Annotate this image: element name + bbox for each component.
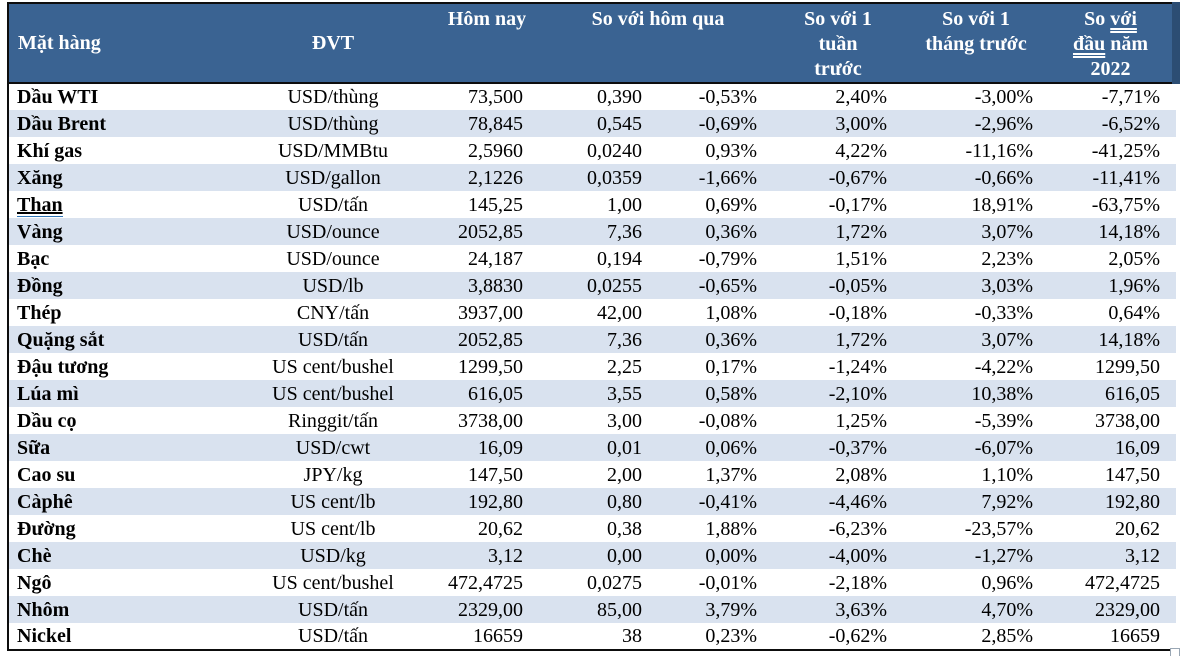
cell-today: 145,25 [468, 193, 523, 216]
cell-change-abs: 0,194 [597, 247, 642, 270]
cell-pct-vs-year: 472,4725 [1085, 571, 1161, 594]
cell-commodity [8, 542, 235, 569]
cell-today: 3,8830 [468, 274, 523, 297]
cell-change-abs: 3,55 [607, 382, 642, 405]
cell-today: 20,62 [478, 517, 523, 540]
table-row [8, 407, 1176, 434]
cell-pct-vs-yesterday: 0,36% [705, 220, 758, 243]
commodity-name: Đậu tương [17, 355, 109, 378]
cell-today: 16,09 [478, 436, 523, 459]
cell-change-abs: 38 [622, 625, 642, 647]
cell-pct-vs-yesterday: 0,36% [705, 328, 758, 351]
cell-pct-vs-week: -6,23% [828, 517, 888, 540]
table-row [8, 110, 1176, 137]
cell-change-abs: 0,0240 [587, 139, 642, 162]
cell-commodity [8, 569, 235, 596]
cell-pct-vs-year: 14,18% [1098, 328, 1161, 351]
cell-pct-vs-week: 1,51% [835, 247, 888, 270]
commodity-name: Nhôm [17, 598, 70, 621]
cell-pct-vs-month: 0,96% [981, 571, 1034, 594]
cell-change-abs: 2,25 [607, 355, 642, 378]
cell-pct-vs-yesterday: 3,79% [705, 598, 758, 621]
table-row [8, 299, 1176, 326]
cell-pct-vs-month: -23,57% [964, 517, 1034, 540]
cell-commodity [8, 218, 235, 245]
cell-pct-vs-yesterday: 0,23% [705, 625, 758, 647]
cell-today: 192,80 [468, 490, 523, 513]
cell-change-abs: 0,01 [607, 436, 642, 459]
cell-pct-vs-yesterday: -0,65% [698, 274, 758, 297]
cell-today: 2,5960 [468, 139, 523, 162]
table-row [8, 515, 1176, 542]
cell-pct-vs-yesterday: 0,17% [705, 355, 758, 378]
col-header-vs-year [1049, 3, 1176, 83]
commodity-price-table [7, 2, 1180, 651]
cell-pct-vs-week: -4,00% [828, 544, 888, 567]
cell-pct-vs-week: 3,00% [835, 112, 888, 135]
table-row [8, 83, 1176, 110]
commodity-name: Đồng [17, 274, 63, 297]
cell-pct-vs-week: -0,37% [828, 436, 888, 459]
cell-pct-vs-yesterday: 0,00% [705, 544, 758, 567]
cell-pct-vs-week: 4,22% [835, 139, 888, 162]
cell-pct-vs-year: 3,12 [1125, 544, 1161, 567]
cell-pct-vs-week: -0,17% [828, 193, 888, 216]
cell-today: 147,50 [468, 463, 523, 486]
cell-pct-vs-week: 2,40% [835, 86, 888, 108]
cell-commodity [8, 83, 235, 110]
cell-pct-vs-month: -6,07% [974, 436, 1034, 459]
cell-commodity [8, 488, 235, 515]
commodity-name: Dầu cọ [17, 409, 77, 432]
cell-commodity [8, 380, 235, 407]
cell-commodity [8, 407, 235, 434]
cell-commodity [8, 353, 235, 380]
table-row [8, 461, 1176, 488]
commodity-name: Ngô [17, 571, 52, 594]
cell-unit: USD/MMBtu [277, 139, 389, 162]
cell-commodity [8, 164, 235, 191]
cell-pct-vs-year: 1,96% [1108, 274, 1161, 297]
cell-pct-vs-yesterday: -0,79% [698, 247, 758, 270]
cell-change-abs: 42,00 [597, 301, 642, 324]
table-row [8, 569, 1176, 596]
commodity-name: Than [17, 194, 63, 219]
col-header-vs-week-label: So với 1 tuần trước [804, 8, 872, 80]
commodity-name: Chè [17, 544, 52, 567]
cell-commodity [8, 245, 235, 272]
cell-today: 472,4725 [448, 571, 523, 594]
cell-commodity [8, 272, 235, 299]
cell-change-abs: 0,0255 [587, 274, 642, 297]
table-row [8, 380, 1176, 407]
cell-pct-vs-yesterday: 0,58% [705, 382, 758, 405]
cell-pct-vs-month: -0,33% [974, 301, 1034, 324]
cell-unit: USD/thùng [287, 112, 379, 135]
cell-pct-vs-month: -1,27% [974, 544, 1034, 567]
cell-pct-vs-month: 3,07% [981, 220, 1034, 243]
cell-today: 616,05 [468, 382, 523, 405]
table-row [8, 542, 1176, 569]
table-row [8, 488, 1176, 515]
table-row [8, 272, 1176, 299]
commodity-name: Vàng [17, 220, 63, 243]
table-row [8, 245, 1176, 272]
cell-pct-vs-year: 2329,00 [1095, 598, 1161, 621]
cell-pct-vs-week: -0,18% [828, 301, 888, 324]
cell-pct-vs-yesterday: -0,53% [698, 86, 758, 108]
cell-unit: USD/tấn [298, 598, 368, 621]
cell-unit: US cent/lb [290, 517, 376, 540]
cell-today: 3738,00 [458, 409, 523, 432]
cell-today: 1299,50 [458, 355, 523, 378]
cell-unit: USD/gallon [285, 166, 381, 189]
cell-pct-vs-yesterday: 1,08% [705, 301, 758, 324]
cell-pct-vs-yesterday: 1,37% [705, 463, 758, 486]
cell-unit: US cent/bushel [272, 571, 394, 594]
table-row [8, 326, 1176, 353]
vs-year-text: năm 2022 [1090, 33, 1149, 80]
cell-unit: USD/tấn [298, 328, 368, 351]
cell-pct-vs-year: 0,64% [1108, 301, 1161, 324]
cell-change-abs: 7,36 [607, 220, 642, 243]
cell-pct-vs-year: 616,05 [1105, 382, 1161, 405]
cell-pct-vs-yesterday: 0,69% [705, 193, 758, 216]
cell-pct-vs-month: -0,66% [974, 166, 1034, 189]
cell-pct-vs-month: -2,96% [974, 112, 1034, 135]
cell-pct-vs-yesterday: 0,93% [705, 139, 758, 162]
cell-today: 2052,85 [458, 220, 523, 243]
commodity-price-table-wrap [7, 2, 1176, 651]
cell-pct-vs-week: -0,05% [828, 274, 888, 297]
cell-pct-vs-week: -4,46% [828, 490, 888, 513]
cell-change-abs: 0,80 [607, 490, 642, 513]
cell-change-abs: 0,545 [597, 112, 642, 135]
cell-today: 2329,00 [458, 598, 523, 621]
cell-today: 2052,85 [458, 328, 523, 351]
col-header-vs-month-label: So với 1 tháng trước [925, 8, 1027, 55]
cell-commodity [8, 326, 235, 353]
cell-pct-vs-week: -2,18% [828, 571, 888, 594]
vs-year-text: So [1084, 8, 1111, 30]
col-header-today: Hôm nay [431, 3, 543, 83]
cell-pct-vs-yesterday: -0,41% [698, 490, 758, 513]
table-row [8, 191, 1176, 218]
cell-pct-vs-week: -0,62% [828, 625, 888, 647]
cell-unit: US cent/bushel [272, 355, 394, 378]
cell-commodity [8, 515, 235, 542]
cell-today: 78,845 [468, 112, 523, 135]
commodity-name: Càphê [17, 490, 73, 513]
cell-change-abs: 0,00 [607, 544, 642, 567]
cell-commodity [8, 623, 235, 650]
commodity-name: Sữa [17, 436, 51, 459]
commodity-name: Thép [17, 301, 62, 324]
cell-pct-vs-month: -4,22% [974, 355, 1034, 378]
commodity-name: Bạc [17, 247, 50, 270]
header-row [8, 3, 1176, 83]
cell-commodity [8, 191, 235, 218]
cell-pct-vs-month: 2,23% [981, 247, 1034, 270]
cell-commodity [8, 596, 235, 623]
commodity-name: Dầu WTI [17, 86, 99, 108]
cell-pct-vs-week: 2,08% [835, 463, 888, 486]
col-header-vs-year-label [1070, 7, 1152, 82]
commodity-name: Quặng sắt [17, 328, 105, 351]
cell-pct-vs-month: -5,39% [974, 409, 1034, 432]
cell-today: 73,500 [468, 86, 523, 108]
commodity-name: Xăng [17, 166, 63, 189]
table-row [8, 218, 1176, 245]
cell-unit: USD/lb [302, 274, 364, 297]
cell-unit: US cent/bushel [272, 382, 394, 405]
cell-today: 3,12 [488, 544, 523, 567]
cell-pct-vs-week: 3,63% [835, 598, 888, 621]
commodity-name: Lúa mì [17, 382, 79, 405]
commodity-name: Cao su [17, 463, 76, 486]
cell-pct-vs-yesterday: -0,01% [698, 571, 758, 594]
col-header-vs-week [773, 3, 903, 83]
cell-pct-vs-year: 16,09 [1115, 436, 1161, 459]
cell-pct-vs-month: 2,85% [981, 625, 1034, 647]
cell-change-abs: 0,38 [607, 517, 642, 540]
commodity-name: Khí gas [17, 139, 83, 162]
cell-pct-vs-year: -11,41% [1092, 166, 1161, 189]
table-row [8, 434, 1176, 461]
cell-today: 16659 [473, 625, 523, 647]
table-header [8, 3, 1176, 83]
vs-year-underlined-word: với [1110, 8, 1137, 30]
cell-unit: USD/thùng [287, 86, 379, 108]
cell-pct-vs-year: -7,71% [1101, 86, 1161, 108]
cell-pct-vs-week: 1,72% [835, 328, 888, 351]
cell-pct-vs-year: 16659 [1110, 625, 1161, 647]
cell-pct-vs-week: -1,24% [828, 355, 888, 378]
commodity-name: Đường [17, 517, 76, 540]
cell-pct-vs-year: 1299,50 [1095, 355, 1161, 378]
cell-commodity [8, 461, 235, 488]
cell-pct-vs-month: -3,00% [974, 86, 1034, 108]
cell-today: 24,187 [468, 247, 523, 270]
cell-unit: JPY/kg [303, 463, 363, 486]
cell-change-abs: 2,00 [607, 463, 642, 486]
cell-pct-vs-year: 192,80 [1105, 490, 1161, 513]
cell-pct-vs-year: -63,75% [1091, 193, 1161, 216]
commodity-name: Dầu Brent [17, 112, 107, 135]
cell-pct-vs-week: 1,72% [835, 220, 888, 243]
cell-pct-vs-year: 14,18% [1098, 220, 1161, 243]
cell-pct-vs-yesterday: 1,88% [705, 517, 758, 540]
cell-commodity [8, 110, 235, 137]
col-header-unit: ĐVT [235, 3, 431, 83]
table-body [8, 83, 1176, 650]
col-header-vs-yesterday: So với hôm qua [543, 3, 773, 83]
cell-pct-vs-month: 18,91% [971, 193, 1034, 216]
cell-change-abs: 0,0359 [587, 166, 642, 189]
cell-unit: CNY/tấn [296, 301, 370, 324]
col-header-commodity: Mặt hàng [8, 3, 235, 83]
cell-pct-vs-month: 4,70% [981, 598, 1034, 621]
cell-unit: USD/kg [300, 544, 366, 567]
cell-pct-vs-month: 3,03% [981, 274, 1034, 297]
cell-pct-vs-month: 10,38% [971, 382, 1034, 405]
cell-unit: US cent/lb [290, 490, 376, 513]
cell-change-abs: 85,00 [597, 598, 642, 621]
cell-unit: USD/ounce [286, 247, 380, 270]
col-header-vs-month [903, 3, 1049, 83]
table-row [8, 353, 1176, 380]
cell-pct-vs-week: 1,25% [835, 409, 888, 432]
table-resize-handle-icon[interactable] [1170, 648, 1180, 656]
cell-pct-vs-yesterday: -0,69% [698, 112, 758, 135]
table-row [8, 596, 1176, 623]
cell-pct-vs-month: 7,92% [981, 490, 1034, 513]
cell-pct-vs-week: -0,67% [828, 166, 888, 189]
cell-change-abs: 1,00 [607, 193, 642, 216]
cell-pct-vs-month: 3,07% [981, 328, 1034, 351]
cell-pct-vs-month: -11,16% [965, 139, 1034, 162]
cell-unit: USD/tấn [298, 193, 368, 216]
cell-commodity [8, 434, 235, 461]
commodity-name: Nickel [17, 625, 72, 647]
cell-pct-vs-year: 147,50 [1105, 463, 1161, 486]
table-row [8, 623, 1176, 650]
cell-change-abs: 3,00 [607, 409, 642, 432]
table-row [8, 137, 1176, 164]
cell-today: 3937,00 [458, 301, 523, 324]
cell-pct-vs-year: 3738,00 [1095, 409, 1161, 432]
cell-pct-vs-yesterday: -0,08% [698, 409, 758, 432]
cell-unit: Ringgit/tấn [288, 409, 378, 432]
cell-pct-vs-week: -2,10% [828, 382, 888, 405]
cell-pct-vs-year: 2,05% [1108, 247, 1161, 270]
cell-commodity [8, 137, 235, 164]
cell-pct-vs-year: -41,25% [1091, 139, 1161, 162]
cell-today: 2,1226 [468, 166, 523, 189]
cell-pct-vs-yesterday: -1,66% [698, 166, 758, 189]
cell-unit: USD/ounce [286, 220, 380, 243]
vs-year-underlined-word: đầu [1072, 33, 1106, 55]
cell-change-abs: 7,36 [607, 328, 642, 351]
cell-change-abs: 0,390 [597, 86, 642, 108]
cell-pct-vs-yesterday: 0,06% [705, 436, 758, 459]
cell-unit: USD/tấn [298, 625, 368, 647]
cell-pct-vs-month: 1,10% [981, 463, 1034, 486]
cell-change-abs: 0,0275 [587, 571, 642, 594]
cell-pct-vs-year: -6,52% [1101, 112, 1161, 135]
cell-pct-vs-year: 20,62 [1115, 517, 1161, 540]
cell-commodity [8, 299, 235, 326]
table-row [8, 164, 1176, 191]
cell-unit: USD/cwt [295, 436, 371, 459]
